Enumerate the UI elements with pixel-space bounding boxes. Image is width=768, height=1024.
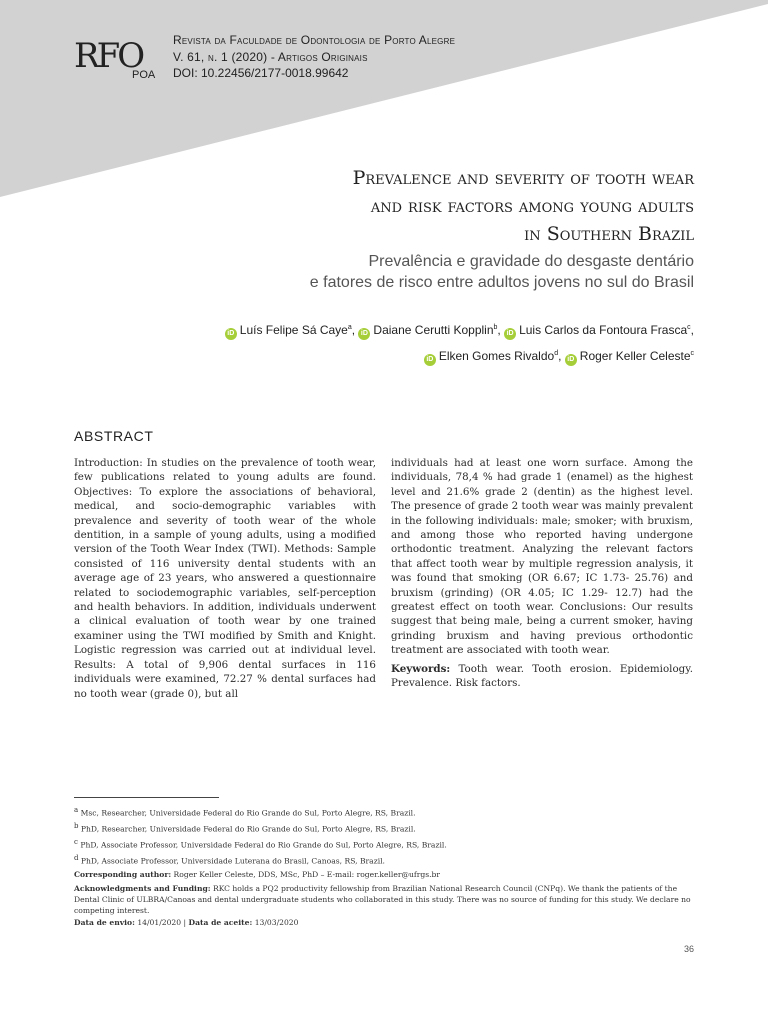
footnote-mark: c bbox=[74, 838, 78, 847]
article-subtitle bbox=[94, 251, 694, 293]
ack-label: Acknowledgments and Funding: bbox=[74, 883, 211, 893]
corresponding-author bbox=[74, 868, 694, 882]
author-name: Elken Gomes Rivaldo bbox=[438, 349, 555, 363]
author-name: Daiane Cerutti Kopplin bbox=[373, 323, 494, 337]
keywords bbox=[391, 662, 693, 691]
orcid-icon[interactable]: iD bbox=[225, 328, 237, 340]
abstract-text-left: Introduction: In studies on the prevalence of tooth wear, few publications related to young adults are found. Objectives: To explore the associations of behavioral, medical, and socio-demographic variables with prevalence and severity of tooth wear of the whole dentition, in a sample of young adults, using a modified version of the Tooth Wear Index (TWI). Methods: Sample consisted of 116 university dental students with an average age of 23 years, who answered a questionnaire related to sociodemographic variables, self-perception and health behaviors. In addition, individuals underwent a clinical evaluation of tooth wear by one trained examiner using the TWI modified by Smith and Knight. Logistic regression was carried out at individual level. Results: A total of 9,906 dental surfaces in 116 individuals were examined, 72.27 % dental surfaces had no tooth wear (grade 0), but all bbox=[74, 457, 376, 700]
accepted-label: Data de aceite: bbox=[188, 917, 253, 927]
date-separator: | bbox=[183, 917, 187, 927]
journal-volume: V. 61, n. 1 (2020) - Artigos Originais bbox=[173, 49, 368, 64]
orcid-icon[interactable]: iD bbox=[424, 354, 436, 366]
sent-date: 14/01/2020 bbox=[137, 917, 182, 927]
accepted-date: 13/03/2020 bbox=[254, 917, 299, 927]
abstract-column-left bbox=[74, 456, 376, 701]
author-name: Luís Felipe Sá Caye bbox=[239, 323, 348, 337]
footnote-mark: b bbox=[74, 822, 79, 831]
abstract-heading: ABSTRACT bbox=[74, 428, 154, 444]
author-affiliation-mark: d bbox=[554, 350, 559, 357]
corresponding-text: Roger Keller Celeste, DDS, MSc, PhD – E-mail: roger.keller@ufrgs.br bbox=[173, 870, 441, 880]
footnote-text: PhD, Associate Professor, Universidade Luterana do Brasil, Canoas, RS, Brazil. bbox=[80, 856, 385, 866]
journal-logo bbox=[74, 34, 166, 80]
article-title bbox=[94, 164, 694, 248]
keywords-label: Keywords: bbox=[391, 662, 451, 675]
footnote-c bbox=[74, 836, 694, 852]
svg-text:RFO: RFO bbox=[74, 36, 143, 76]
acknowledgments bbox=[74, 883, 694, 916]
orcid-icon[interactable]: iD bbox=[565, 354, 577, 366]
page-number: 36 bbox=[683, 944, 694, 954]
footnote-d bbox=[74, 852, 694, 868]
footnotes bbox=[74, 804, 694, 929]
footnote-text: Msc, Researcher, Universidade Federal do Rio Grande do Sul, Porto Alegre, RS, Brazil. bbox=[80, 808, 416, 818]
ack-text: RKC holds a PQ2 productivity fellowship from Brazilian National Research Council (CNPq). We thank the patients of the Dental Clinic of ULBRA/Canoas and dental undergraduate students who collaborated in this study. There was no source of funding for this study. We declare no competing interest. bbox=[74, 883, 691, 915]
author-name: Luis Carlos da Fontoura Frasca bbox=[519, 323, 688, 337]
abstract-column-right bbox=[391, 456, 693, 691]
footnote-text: PhD, Researcher, Universidade Federal do Rio Grande do Sul, Porto Alegre, RS, Brazil. bbox=[80, 824, 416, 834]
author-affiliation-mark: c bbox=[687, 324, 691, 331]
author-affiliation-mark: a bbox=[347, 324, 352, 331]
author-affiliation-mark: c bbox=[690, 350, 694, 357]
subtitle-line-2: e fatores de risco entre adultos jovens no sul do Brasil bbox=[309, 274, 694, 291]
author-name: Roger Keller Celeste bbox=[579, 349, 691, 363]
footnote-rule bbox=[74, 797, 219, 798]
author-line-2: iD Elken Gomes Rivaldo$^d$, iD Roger Keller Celeste$^c$ bbox=[54, 342, 694, 368]
orcid-icon[interactable]: iD bbox=[358, 328, 370, 340]
footnote-a bbox=[74, 804, 694, 820]
footnote-text: PhD, Associate Professor, Universidade Federal do Rio Grande do Sul, Porto Alegre, RS, Brazil. bbox=[80, 840, 447, 850]
orcid-icon[interactable]: iD bbox=[504, 328, 516, 340]
svg-text:POA: POA bbox=[132, 69, 156, 80]
corresponding-label: Corresponding author: bbox=[74, 870, 172, 880]
sent-label: Data de envio: bbox=[74, 917, 135, 927]
abstract-text-right: individuals had at least one worn surface. Among the individuals, 78,4 % had grade 1 (enamel) as the highest level and 21.6% grade 2 (dentin) as the highest level. The presence of grade 2 tooth wear was mainly prevalent in the following individuals: male; smoker; with bruxism, and among those who reported having undergone orthodontic treatment. Analyzing the relevant factors that affect tooth wear by multiple regression analysis, it was found that smoking (OR 6.67; IC 1.73- 25.76) and bruxism (grinding) (OR 4.05; IC 1.29- 12.7) had the greatest effect on tooth wear. Conclusions: Our results suggest that being male, being a current smoker, having grinding bruxism and having previous orthodontic treatment are associated with tooth wear. bbox=[391, 457, 693, 657]
footnote-b bbox=[74, 820, 694, 836]
journal-info bbox=[173, 32, 455, 82]
footnote-mark: d bbox=[74, 854, 79, 863]
journal-doi[interactable]: DOI: 10.22456/2177-0018.99642 bbox=[173, 66, 349, 80]
submission-dates bbox=[74, 916, 694, 930]
title-line-3: in Southern Brazil bbox=[524, 223, 694, 245]
title-line-1: Prevalence and severity of tooth wear bbox=[352, 167, 694, 189]
journal-name: Revista da Faculdade de Odontologia de Porto Alegre bbox=[173, 33, 456, 47]
author-line-1: iD Luís Felipe Sá Caye$^a$, iD Daiane Cerutti Kopplin$^b$, iD Luis Carlos da Fontoura Frasca$^c$, bbox=[54, 316, 694, 342]
author-list bbox=[54, 316, 694, 368]
keywords-text: Tooth wear. Tooth erosion. Epidemiology. Prevalence. Risk factors. bbox=[391, 662, 693, 690]
title-line-2: and risk factors among young adults bbox=[370, 195, 694, 217]
author-affiliation-mark: b bbox=[493, 324, 498, 331]
footnote-mark: a bbox=[74, 806, 79, 814]
subtitle-line-1: Prevalência e gravidade do desgaste dentário bbox=[368, 253, 694, 270]
